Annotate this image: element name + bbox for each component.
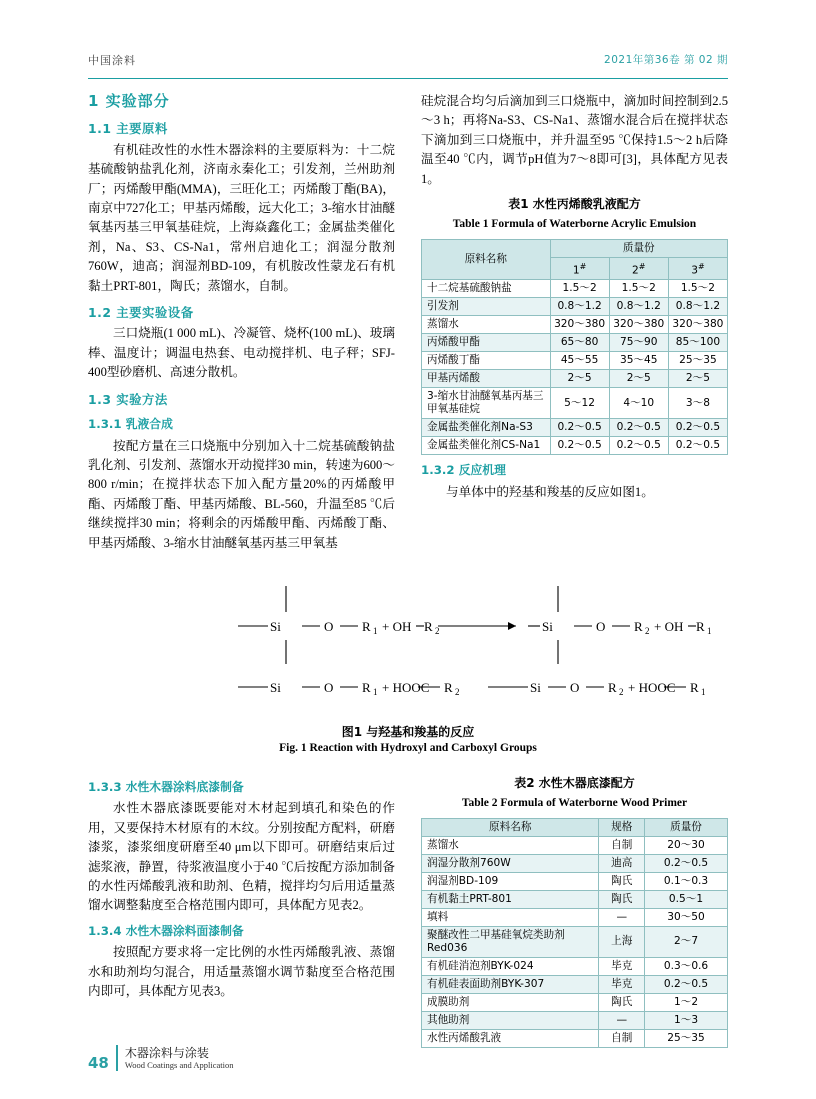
- table-2-cell-name: 其他助剂: [422, 1011, 599, 1029]
- table-2-cell-parts: 0.2～0.5: [645, 854, 728, 872]
- svg-text:1: 1: [707, 625, 712, 636]
- svg-text:R: R: [362, 679, 371, 695]
- table-2-cell-spec: 自制: [599, 1029, 645, 1047]
- table-row: [422, 890, 728, 908]
- reaction-scheme-svg: [88, 564, 728, 714]
- table-2-cell-parts: 2～7: [645, 926, 728, 957]
- table-2-cell-spec: 迪高: [599, 854, 645, 872]
- table-1-cell-value: 45～55: [550, 352, 609, 370]
- table-1-cell-value: 65～80: [550, 334, 609, 352]
- table-row: [422, 280, 728, 298]
- svg-text:Si: Si: [270, 618, 281, 634]
- table-1-cell-value: 0.2～0.5: [550, 437, 609, 455]
- svg-text:R: R: [362, 618, 371, 634]
- paragraph-1-3-2: 与单体中的羟基和羧基的反应如图1。: [446, 484, 654, 499]
- table-1-cell-name: 金属盐类催化剂Na-S3: [422, 419, 551, 437]
- svg-text:+ HOOC: + HOOC: [382, 679, 430, 695]
- footer-journal-en: Wood Coatings and Application: [124, 1060, 234, 1070]
- running-head-right: 2021年第36卷 第 02 期: [604, 54, 728, 66]
- page-columns: [88, 92, 728, 1052]
- svg-text:+ HOOC: + HOOC: [628, 679, 676, 695]
- table-2-cell-name: 有机硅表面助剂BYK-307: [422, 975, 599, 993]
- svg-text:R: R: [424, 618, 433, 634]
- table-2-cell-spec: —: [599, 908, 645, 926]
- paragraph-1-3-1: 按配方量在三口烧瓶中分别加入十二烷基硫酸钠盐乳化剂、引发剂、蒸馏水开动搅拌30 min，转速为600～800 r/min；在搅拌状态下加入配方量20%的丙烯酸甲酯、丙烯酸丁酯、甲基丙烯酸、BL-560，升温至85 ℃后继续搅拌30 min；将剩余的丙烯酸甲酯、丙烯酸丁酯、甲基丙烯酸、3-缩水甘油醚氧基丙基三甲氧基: [88, 438, 395, 550]
- running-head: [88, 52, 728, 79]
- table-2-cell-name: 蒸馏水: [422, 836, 599, 854]
- table-row: [422, 872, 728, 890]
- table-1-cell-value: 1.5～2: [609, 280, 668, 298]
- table-row: [422, 316, 728, 334]
- table-2-col-header: 质量份: [645, 818, 728, 836]
- footer-journal-cn: 木器涂料与涂装: [124, 1046, 209, 1060]
- table-2-cell-parts: 1～3: [645, 1011, 728, 1029]
- table-row: [422, 334, 728, 352]
- svg-text:2: 2: [619, 686, 624, 697]
- svg-text:R: R: [634, 618, 643, 634]
- table-1-cell-value: 320～380: [668, 316, 727, 334]
- table-row: [422, 926, 728, 957]
- svg-text:O: O: [324, 618, 334, 634]
- table-1-cell-value: 0.2～0.5: [609, 437, 668, 455]
- table-1-cell-value: 320～380: [609, 316, 668, 334]
- svg-text:Si: Si: [530, 679, 541, 695]
- section-heading-1-3-2: 1.3.2 反应机理: [421, 463, 506, 478]
- table-2-cell-parts: 1～2: [645, 993, 728, 1011]
- table-2-cell-spec: —: [599, 1011, 645, 1029]
- svg-text:+ OH: + OH: [382, 618, 412, 634]
- table-1-cell-value: 25～35: [668, 352, 727, 370]
- svg-text:+ OH: + OH: [654, 618, 684, 634]
- table-1-cell-value: 85～100: [668, 334, 727, 352]
- table-row: [422, 836, 728, 854]
- table-1-cell-value: 0.2～0.5: [668, 437, 727, 455]
- table-2-cell-spec: 毕克: [599, 975, 645, 993]
- table-2-cell-spec: 陶氏: [599, 890, 645, 908]
- table-row: [422, 993, 728, 1011]
- table-1-header-group: 质量份: [550, 239, 727, 257]
- figure-1-caption-cn: 图1 与羟基和羧基的反应: [341, 724, 475, 739]
- svg-text:1: 1: [701, 686, 706, 697]
- svg-text:1: 1: [373, 686, 378, 697]
- table-1-cell-value: 4～10: [609, 388, 668, 419]
- table-2-cell-spec: 自制: [599, 836, 645, 854]
- table-1-cell-name: 金属盐类催化剂CS-Na1: [422, 437, 551, 455]
- table-1-col-header: 3#: [668, 257, 727, 280]
- table-1-cell-value: 0.8～1.2: [609, 298, 668, 316]
- table-2-col-header: 原料名称: [422, 818, 599, 836]
- paragraph-continued: 硅烷混合均匀后滴加到三口烧瓶中，滴加时间控制到2.5～3 h；再将Na-S3、CS-Na1、蒸馏水混合后在搅拌状态下滴加到三口烧瓶中，并升温至95 ℃保持1.5～2 h后降温至40 ℃内，调节pH值为7～8即可[3]，具体配方见表1。: [421, 94, 728, 186]
- table-row: [422, 370, 728, 388]
- table-1-title-cn: 表1 水性丙烯酸乳液配方: [508, 197, 641, 212]
- svg-text:O: O: [596, 618, 606, 634]
- table-1-header-name: 原料名称: [422, 239, 551, 280]
- paragraph-1-1: 有机硅改性的水性木器涂料的主要原料为：十二烷基硫酸钠盐乳化剂，济南永秦化工；引发剂，兰州助剂厂；丙烯酸甲酯(MMA)，三旺化工；丙烯酸丁酯(BA)，南京中727化工；甲基丙烯酸，远大化工；3-缩水甘油醚氧基丙基三甲氧基硅烷，上海焱鑫化工；金属盐类催化剂，Na、S3、CS-Na1，常州启迪化工；润湿分散剂760W，迪高；润湿剂BD-109，有机胺改性蒙龙石有机黏土PRT-801，陶氏；蒸馏水，自制。: [88, 142, 395, 293]
- table-2-title-cn: 表2 水性木器底漆配方: [514, 775, 635, 790]
- table-2-cell-name: 填料: [422, 908, 599, 926]
- table-1-title-en: Table 1 Formula of Waterborne Acrylic Emulsion: [452, 218, 697, 231]
- svg-text:1: 1: [373, 625, 378, 636]
- paragraph-1-3-3: 水性木器底漆既要能对木材起到填孔和染色的作用，又要保持木材原有的木纹。分别按配方配料，研磨漆浆，漆浆细度研磨至40 μm以下即可。研磨结束后过滤浆液，静置，待浆液温度小于40 ℃后按配方添加制备的水性丙烯酸乳液和助剂、色精，搅拌均匀后用适量蒸馏水调整黏度至合格范围内即可，具体配方见表2。: [88, 801, 395, 913]
- table-row: [422, 298, 728, 316]
- table-2-cell-name: 水性丙烯酸乳液: [422, 1029, 599, 1047]
- table-2: [421, 818, 728, 1048]
- table-1-cell-value: 0.8～1.2: [668, 298, 727, 316]
- running-head-left: 中国涂料: [88, 54, 136, 67]
- table-1-cell-value: 1.5～2: [668, 280, 727, 298]
- figure-1-caption-en: Fig. 1 Reaction with Hydroxyl and Carboxyl Groups: [279, 741, 537, 754]
- table-1-cell-value: 0.2～0.5: [550, 419, 609, 437]
- svg-text:R: R: [690, 679, 699, 695]
- table-2-cell-spec: 陶氏: [599, 993, 645, 1011]
- table-1-cell-value: 0.8～1.2: [550, 298, 609, 316]
- table-1-cell-value: 1.5～2: [550, 280, 609, 298]
- table-1-cell-value: 3～8: [668, 388, 727, 419]
- table-1-wrapper: [421, 195, 728, 455]
- table-2-cell-spec: 上海: [599, 926, 645, 957]
- table-1-col-header: 1#: [550, 257, 609, 280]
- table-2-cell-parts: 25～35: [645, 1029, 728, 1047]
- table-2-cell-parts: 0.3～0.6: [645, 957, 728, 975]
- table-row: [422, 854, 728, 872]
- table-1-cell-value: 5～12: [550, 388, 609, 419]
- table-2-cell-parts: 0.2～0.5: [645, 975, 728, 993]
- table-row: [422, 1011, 728, 1029]
- table-1-cell-value: 2～5: [668, 370, 727, 388]
- svg-text:2: 2: [435, 625, 440, 636]
- table-2-cell-name: 成膜助剂: [422, 993, 599, 1011]
- page-footer: [88, 1045, 234, 1071]
- table-row: [422, 352, 728, 370]
- table-row: [422, 975, 728, 993]
- section-heading-1-2: 1.2 主要实验设备: [88, 305, 194, 321]
- table-1-cell-value: 320～380: [550, 316, 609, 334]
- svg-text:Si: Si: [270, 679, 281, 695]
- table-row: [422, 957, 728, 975]
- table-1-cell-value: 0.2～0.5: [668, 419, 727, 437]
- table-2-cell-parts: 0.1～0.3: [645, 872, 728, 890]
- section-heading-1-3-3: 1.3.3 水性木器涂料底漆制备: [88, 779, 244, 794]
- section-heading-1: 1 实验部分: [88, 92, 170, 110]
- page-number: 48: [88, 1054, 109, 1072]
- table-2-cell-parts: 30～50: [645, 908, 728, 926]
- table-2-cell-parts: 0.5～1: [645, 890, 728, 908]
- table-1-cell-value: 75～90: [609, 334, 668, 352]
- section-heading-1-3: 1.3 实验方法: [88, 391, 168, 407]
- right-column: [421, 92, 728, 503]
- table-1-cell-name: 丙烯酸甲酯: [422, 334, 551, 352]
- svg-text:R: R: [444, 679, 453, 695]
- table-2-cell-spec: 陶氏: [599, 872, 645, 890]
- table-2-cell-name: 润湿剂BD-109: [422, 872, 599, 890]
- table-2-cell-name: 有机黏土PRT-801: [422, 890, 599, 908]
- right-column-lower: [421, 768, 728, 1052]
- table-2-cell-parts: 20～30: [645, 836, 728, 854]
- table-row: [422, 388, 728, 419]
- table-row: [422, 419, 728, 437]
- table-1-cell-value: 0.2～0.5: [609, 419, 668, 437]
- svg-text:R: R: [696, 618, 705, 634]
- table-1-col-header: 2#: [609, 257, 668, 280]
- svg-text:2: 2: [455, 686, 460, 697]
- footer-divider: [116, 1045, 118, 1071]
- table-2-title-en: Table 2 Formula of Waterborne Wood Primer: [461, 797, 688, 810]
- table-2-wrapper: [421, 774, 728, 1048]
- svg-text:O: O: [324, 679, 334, 695]
- table-1-cell-value: 2～5: [550, 370, 609, 388]
- section-heading-1-3-1: 1.3.1 乳液合成: [88, 417, 173, 432]
- left-column-lower: [88, 772, 395, 1002]
- section-heading-1-3-4: 1.3.4 水性木器涂料面漆制备: [88, 923, 244, 938]
- paragraph-1-3-4: 按照配方要求将一定比例的水性丙烯酸乳液、蒸馏水和助剂均匀混合，用适量蒸馏水调节黏度至合格范围内即可，具体配方见表3。: [88, 945, 395, 998]
- table-2-cell-name: 聚醚改性二甲基硅氧烷类助剂Red036: [422, 926, 599, 957]
- table-row: [422, 1029, 728, 1047]
- paragraph-1-2: 三口烧瓶(1 000 mL)、冷凝管、烧杯(100 mL)、玻璃棒、温度计；调温电热套、电动搅拌机、电子秤；SFJ-400型砂磨机、高速分散机。: [88, 326, 395, 380]
- section-heading-1-1: 1.1 主要原料: [88, 121, 168, 137]
- table-1-cell-name: 3-缩水甘油醚氧基丙基三甲氧基硅烷: [422, 388, 551, 419]
- svg-text:O: O: [570, 679, 580, 695]
- table-2-cell-spec: 毕克: [599, 957, 645, 975]
- table-1: [421, 239, 728, 456]
- table-2-cell-name: 润湿分散剂760W: [422, 854, 599, 872]
- table-row: [422, 908, 728, 926]
- figure-1: [88, 564, 728, 754]
- table-1-cell-value: 2～5: [609, 370, 668, 388]
- table-row: [422, 437, 728, 455]
- table-1-cell-name: 引发剂: [422, 298, 551, 316]
- table-1-cell-name: 甲基丙烯酸: [422, 370, 551, 388]
- table-2-col-header: 规格: [599, 818, 645, 836]
- table-1-cell-value: 35～45: [609, 352, 668, 370]
- table-2-cell-name: 有机硅消泡剂BYK-024: [422, 957, 599, 975]
- svg-text:Si: Si: [542, 618, 553, 634]
- left-column: [88, 92, 395, 554]
- svg-text:R: R: [608, 679, 617, 695]
- table-1-cell-name: 蒸馏水: [422, 316, 551, 334]
- table-1-cell-name: 丙烯酸丁酯: [422, 352, 551, 370]
- table-1-cell-name: 十二烷基硫酸钠盐: [422, 280, 551, 298]
- svg-text:2: 2: [645, 625, 650, 636]
